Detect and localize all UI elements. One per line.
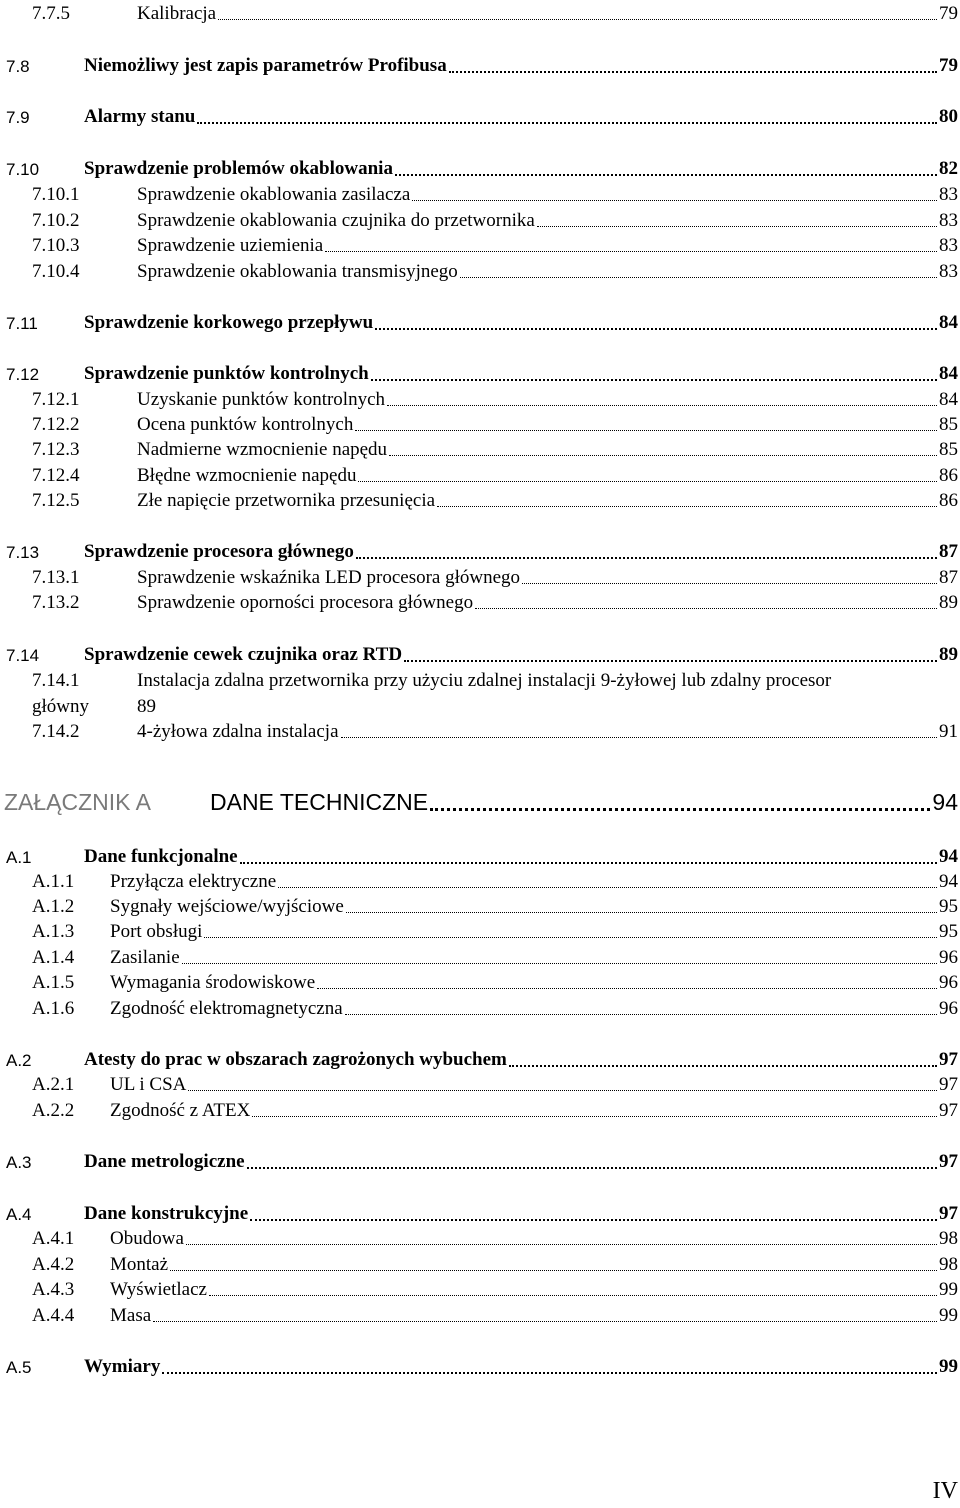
toc-entry-page: 89 (939, 644, 958, 665)
toc-entry[interactable] (0, 437, 960, 463)
toc-entry-page: 97 (939, 1203, 958, 1224)
toc-dot-leader (355, 430, 937, 431)
toc-entry-number: A.4.1 (32, 1228, 75, 1249)
toc-entry-number: 7.14.2 (32, 721, 80, 742)
toc-dot-leader (209, 1295, 937, 1296)
toc-entry[interactable] (0, 719, 960, 745)
toc-entry[interactable] (0, 387, 960, 413)
toc-entry[interactable] (0, 208, 960, 234)
toc-entry[interactable] (0, 919, 960, 945)
toc-entry-page: 96 (939, 972, 958, 993)
toc-entry-title: Sprawdzenie oporności procesora głównego (137, 592, 474, 613)
toc-entry-page: 83 (939, 235, 958, 256)
toc-dot-leader (522, 583, 937, 584)
toc-entry-title: Zgodność z ATEX (110, 1100, 251, 1121)
toc-entry-number: 7.13 (6, 543, 40, 562)
toc-entry-number: 7.12.4 (32, 465, 80, 486)
toc-entry-number: A.4.3 (32, 1279, 75, 1300)
toc-dot-leader (387, 405, 937, 406)
toc-entry-title: DANE TECHNICZNE (210, 789, 429, 815)
toc-entry[interactable] (0, 1277, 960, 1303)
toc-entry[interactable] (0, 233, 960, 259)
toc-entry-page: 83 (939, 184, 958, 205)
toc-entry-number: A.2 (6, 1051, 32, 1070)
toc-dot-leader (252, 1116, 937, 1117)
toc-entry[interactable] (0, 463, 960, 489)
toc-entry[interactable] (0, 894, 960, 920)
toc-entry-title: Zasilanie (110, 947, 180, 968)
toc-entry-page: 82 (939, 158, 958, 179)
toc-dot-leader (345, 1014, 937, 1015)
toc-dot-leader (218, 19, 937, 20)
toc-entry-number: A.1 (6, 848, 32, 867)
toc-entry-title: Wyświetlacz (110, 1279, 207, 1300)
toc-entry[interactable] (0, 53, 960, 79)
toc-dot-leader (404, 660, 937, 662)
toc-entry-page: 85 (939, 439, 958, 460)
toc-entry-title: Sprawdzenie okablowania zasilacza (137, 184, 411, 205)
toc-dot-leader (346, 912, 937, 913)
toc-dot-leader (317, 988, 937, 989)
toc-entry-number: A.1.5 (32, 972, 75, 993)
toc-entry-page: 96 (939, 947, 958, 968)
toc-dot-leader (358, 481, 937, 482)
toc-entry[interactable] (0, 642, 960, 668)
toc-dot-leader (278, 887, 937, 888)
toc-entry-page: 79 (939, 55, 958, 76)
toc-entry-page: 99 (939, 1305, 958, 1326)
toc-entry[interactable] (0, 412, 960, 438)
toc-entry[interactable] (0, 1303, 960, 1329)
toc-entry-title: Sprawdzenie okablowania czujnika do przetwornika (137, 210, 535, 231)
toc-entry-number: A.1.2 (32, 896, 75, 917)
toc-entry-number: 7.12.1 (32, 389, 80, 410)
toc-entry-title: Zgodność elektromagnetyczna (110, 998, 343, 1019)
toc-entry-page: 94 (939, 871, 958, 892)
toc-entry-number: A.1.1 (32, 871, 75, 892)
toc-entry-page: 97 (939, 1074, 958, 1095)
toc-entry-number: ZAŁĄCZNIK A (4, 789, 151, 815)
toc-dot-leader (204, 937, 937, 938)
toc-entry-title: Uzyskanie punktów kontrolnych (137, 389, 386, 410)
toc-entry[interactable] (0, 1201, 960, 1227)
toc-entry[interactable] (0, 565, 960, 591)
toc-entry[interactable] (0, 784, 960, 818)
toc-dot-leader (325, 251, 937, 252)
toc-entry[interactable] (0, 488, 960, 514)
toc-dot-leader (341, 737, 937, 738)
toc-entry-title: Sprawdzenie procesora głównego (84, 541, 354, 562)
toc-dot-leader (475, 608, 937, 609)
toc-entry-page: 97 (939, 1151, 958, 1172)
toc-entry-title: 4-żyłowa zdalna instalacja (137, 721, 339, 742)
toc-entry[interactable] (0, 1354, 960, 1380)
toc-entry-page: 87 (939, 541, 958, 562)
toc-entry-page: 84 (939, 363, 958, 384)
toc-entry-title: Niemożliwy jest zapis parametrów Profibusa (84, 55, 447, 76)
toc-entry-number: 7.13.2 (32, 592, 80, 613)
toc-entry-number: 7.14 (6, 646, 40, 665)
toc-entry-number: A.3 (6, 1153, 32, 1172)
toc-entry-7-14-1[interactable] (0, 668, 960, 720)
toc-entry-page: 84 (939, 389, 958, 410)
toc-entry[interactable] (0, 310, 960, 336)
toc-dot-leader (537, 226, 937, 227)
toc-entry-title-line1: Instalacja zdalna przetwornika przy użyciu zdalnej instalacji 9-żyłowej lub zdalny procesor (137, 670, 832, 691)
toc-entry[interactable] (0, 182, 960, 208)
toc-entry-number: 7.12.5 (32, 490, 80, 511)
toc-entry[interactable] (0, 970, 960, 996)
toc-entry-page: 86 (939, 465, 958, 486)
toc-entry-page: 85 (939, 414, 958, 435)
toc-dot-leader (509, 1065, 937, 1067)
toc-entry[interactable] (0, 1, 960, 27)
toc-entry[interactable] (0, 844, 960, 870)
toc-entry[interactable] (0, 104, 960, 130)
toc-entry[interactable] (0, 590, 960, 616)
toc-dot-leader (460, 277, 937, 278)
toc-entry[interactable] (0, 1252, 960, 1278)
toc-entry-number: A.2.2 (32, 1100, 75, 1121)
toc-dot-leader (389, 455, 937, 456)
toc-dot-leader (412, 200, 937, 201)
toc-entry-number: 7.14.1 (32, 670, 80, 691)
toc-entry-title: Port obsługi (110, 921, 203, 942)
toc-dot-leader (250, 1219, 937, 1221)
toc-entry-page: 87 (939, 567, 958, 588)
toc-entry-number: 7.12.3 (32, 439, 80, 460)
toc-dot-leader (240, 862, 937, 864)
toc-entry-page: 83 (939, 210, 958, 231)
toc-entry-title: Dane funkcjonalne (84, 846, 238, 867)
toc-entry[interactable] (0, 259, 960, 285)
toc-dot-leader (188, 1090, 937, 1091)
toc-entry-number: 7.10.4 (32, 261, 80, 282)
toc-entry-title: Złe napięcie przetwornika przesunięcia (137, 490, 436, 511)
page-number: IV (932, 1478, 958, 1504)
toc-entry-page: 79 (939, 3, 958, 24)
toc-entry-title: Alarmy stanu (84, 106, 196, 127)
toc-dot-leader (162, 1372, 937, 1374)
toc-dot-leader (197, 122, 937, 124)
toc-dot-leader (186, 1244, 937, 1245)
toc-entry[interactable] (0, 996, 960, 1022)
toc-entry-page: 91 (939, 721, 958, 742)
toc-entry[interactable] (0, 945, 960, 971)
toc-entry-title: Kalibracja (137, 3, 217, 24)
toc-entry-page: 95 (939, 921, 958, 942)
toc-entry-number: 7.10.3 (32, 235, 80, 256)
toc-entry-title: Błędne wzmocnienie napędu (137, 465, 357, 486)
toc-entry-title: Montaż (110, 1254, 169, 1275)
toc-dot-leader (437, 506, 937, 507)
toc-entry-page: 84 (939, 312, 958, 333)
toc-entry-number: 7.11 (6, 314, 38, 333)
toc-entry[interactable] (0, 539, 960, 565)
toc-entry-number: 7.10.1 (32, 184, 80, 205)
toc-dot-leader (170, 1270, 937, 1271)
toc-entry[interactable] (0, 1047, 960, 1073)
toc-entry-page: 86 (939, 490, 958, 511)
toc-entry-number: A.1.3 (32, 921, 75, 942)
toc-entry-page: 98 (939, 1254, 958, 1275)
toc-entry-number: A.2.1 (32, 1074, 75, 1095)
toc-entry-title: Sprawdzenie problemów okablowania (84, 158, 393, 179)
toc-entry-title: Sprawdzenie wskaźnika LED procesora głównego (137, 567, 521, 588)
toc-dot-leader (153, 1321, 937, 1322)
toc-entry[interactable] (0, 869, 960, 895)
toc-entry-page: 98 (939, 1228, 958, 1249)
toc-entry-page: 83 (939, 261, 958, 282)
toc-entry-title: Przyłącza elektryczne (110, 871, 277, 892)
toc-dot-leader (356, 557, 937, 559)
toc-entry-page: 94 (932, 789, 958, 815)
toc-dot-leader (371, 379, 937, 381)
toc-entry-number: 7.13.1 (32, 567, 80, 588)
toc-entry[interactable] (0, 156, 960, 182)
toc-entry-title: Ocena punktów kontrolnych (137, 414, 354, 435)
toc-entry-title: Dane konstrukcyjne (84, 1203, 249, 1224)
toc-entry[interactable] (0, 1098, 960, 1124)
toc-entry-title: Wymagania środowiskowe (110, 972, 316, 993)
toc-entry-number: 7.10 (6, 160, 40, 179)
toc-entry-number: 7.10.2 (32, 210, 80, 231)
toc-entry-title: Sprawdzenie cewek czujnika oraz RTD (84, 644, 403, 665)
toc-entry-number: 7.7.5 (32, 3, 70, 24)
toc-entry-title: Sygnały wejściowe/wyjściowe (110, 896, 344, 917)
toc-dot-leader (247, 1167, 937, 1169)
toc-entry-number: A.5 (6, 1358, 32, 1377)
toc-entry-title: Wymiary (84, 1356, 161, 1377)
toc-entry-number: 7.12.2 (32, 414, 80, 435)
toc-entry-title: Sprawdzenie punktów kontrolnych (84, 363, 369, 384)
toc-entry-number: A.1.4 (32, 947, 75, 968)
toc-entry-title: Sprawdzenie uziemienia (137, 235, 324, 256)
toc-entry-page: 80 (939, 106, 958, 127)
toc-entry-number: A.4 (6, 1205, 32, 1224)
toc-entry-page: 94 (939, 846, 958, 867)
toc-entry-page: 99 (939, 1279, 958, 1300)
toc-entry-page: 97 (939, 1049, 958, 1070)
toc-entry-title: UL i CSA (110, 1074, 187, 1095)
toc-entry-number: A.4.2 (32, 1254, 75, 1275)
toc-dot-leader (430, 808, 930, 811)
toc-entry-title: Obudowa (110, 1228, 184, 1249)
toc-entry-title: Sprawdzenie okablowania transmisyjnego (137, 261, 458, 282)
toc-entry-number: A.4.4 (32, 1305, 75, 1326)
toc-entry-title: Masa (110, 1305, 152, 1326)
toc-entry-title: Nadmierne wzmocnienie napędu (137, 439, 388, 460)
toc-dot-leader (182, 963, 937, 964)
toc-entry-title: Dane metrologiczne (84, 1151, 245, 1172)
toc-entry-title: Atesty do prac w obszarach zagrożonych wybuchem (84, 1049, 507, 1070)
toc-dot-leader (375, 328, 937, 330)
toc-entry[interactable] (0, 361, 960, 387)
toc-entry-page: 89 (939, 592, 958, 613)
toc-entry-page: 97 (939, 1100, 958, 1121)
toc-dot-leader (449, 71, 937, 73)
toc-entry-number: 7.12 (6, 365, 40, 384)
toc-dot-leader (395, 174, 937, 176)
toc-entry-number: 7.9 (6, 108, 30, 127)
toc-entry[interactable] (0, 1072, 960, 1098)
toc-entry-page: 99 (939, 1356, 958, 1377)
toc-entry[interactable] (0, 1226, 960, 1252)
toc-entry-number: A.1.6 (32, 998, 75, 1019)
toc-entry-page: 95 (939, 896, 958, 917)
toc-entry-title: Sprawdzenie korkowego przepływu (84, 312, 374, 333)
toc-entry-title-line2: główny (32, 696, 89, 717)
toc-entry[interactable] (0, 1149, 960, 1175)
toc-entry-number: 7.8 (6, 57, 30, 76)
toc-entry-page: 89 (137, 696, 156, 717)
toc-entry-page: 96 (939, 998, 958, 1019)
